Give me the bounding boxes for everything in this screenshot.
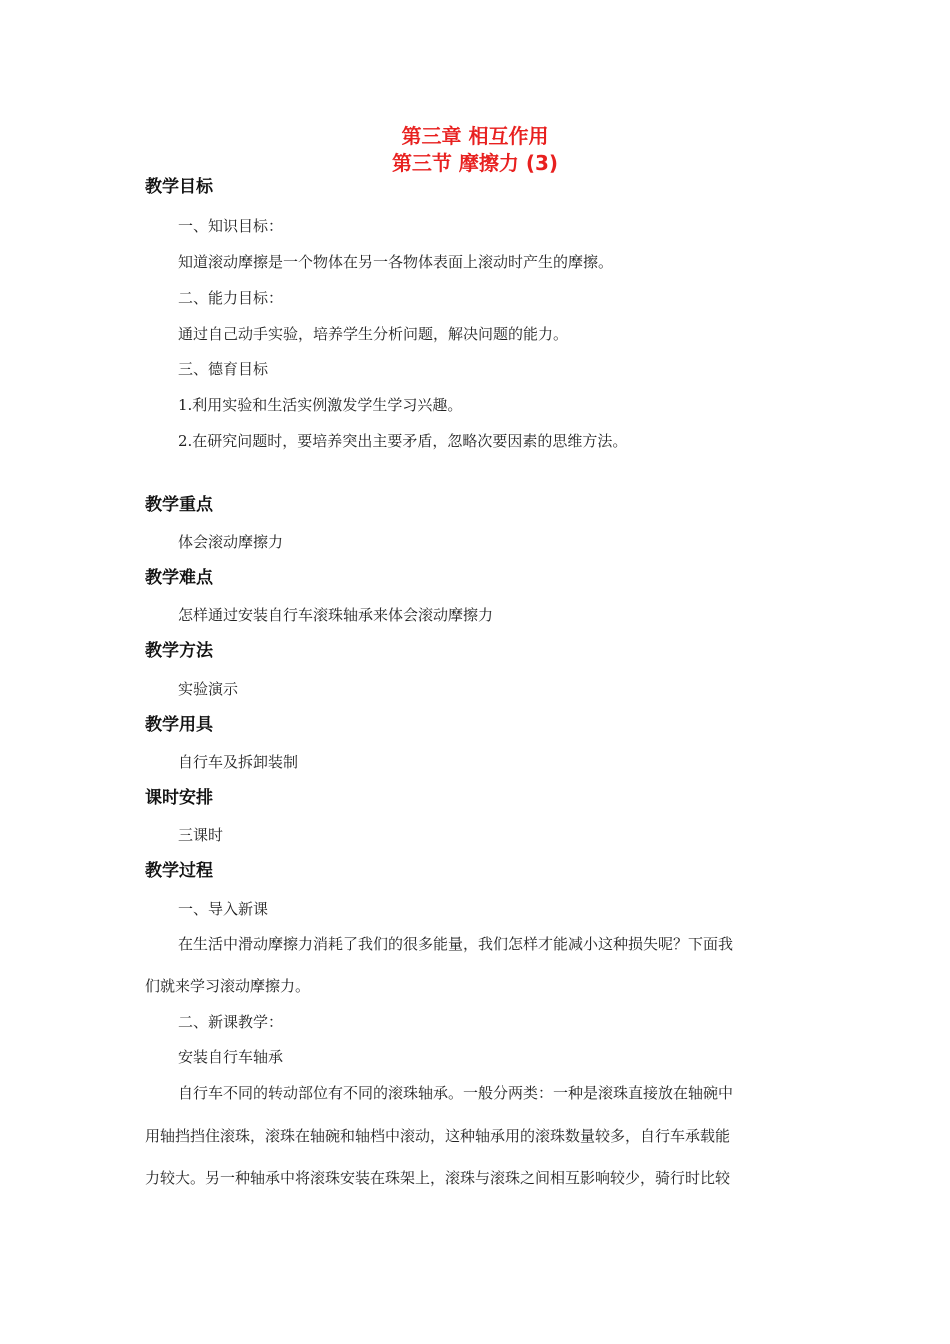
section-title: 第三节 摩擦力 (3)	[391, 151, 559, 175]
moral-item-2: 2.在研究问题时，要培养突出主要矛盾，忽略次要因素的思维方法。	[178, 432, 628, 450]
moral-item-1: 1.利用实验和生活实例激发学生学习兴趣。	[178, 396, 463, 414]
schedule-text: 三课时	[178, 826, 224, 844]
intro-line-1: 在生活中滑动摩擦力消耗了我们的很多能量，我们怎样才能减小这种损失呢？下面我	[178, 935, 734, 953]
knowledge-text: 知道滚动摩擦是一个物体在另一各物体表面上滚动时产生的摩擦。	[178, 253, 614, 271]
knowledge-label: 一、知识目标：	[178, 217, 284, 235]
ability-label: 二、能力目标：	[178, 289, 284, 307]
body-line-1: 自行车不同的转动部位有不同的滚珠轴承。一般分两类：一种是滚珠直接放在轴碗中	[178, 1084, 734, 1102]
difficulty-text: 怎样通过安装自行车滚珠轴承来体会滚动摩擦力	[178, 606, 494, 624]
chapter-title: 第三章 相互作用	[401, 124, 549, 148]
schedule-heading: 课时安排	[145, 788, 213, 808]
tools-text: 自行车及拆卸装制	[178, 753, 299, 771]
key-point-text: 体会滚动摩擦力	[178, 533, 284, 551]
tools-heading: 教学用具	[145, 715, 213, 735]
new-lesson-subtitle: 安装自行车轴承	[178, 1048, 284, 1066]
body-line-2: 用轴挡挡住滚珠，滚珠在轴碗和轴档中滚动，这种轴承用的滚珠数量较多，自行车承载能	[145, 1127, 731, 1145]
process-heading: 教学过程	[145, 861, 213, 881]
method-text: 实验演示	[178, 680, 239, 698]
difficulty-heading: 教学难点	[145, 568, 213, 588]
intro-label: 一、导入新课	[178, 900, 269, 918]
key-point-heading: 教学重点	[145, 495, 213, 515]
method-heading: 教学方法	[145, 641, 213, 661]
body-line-3: 力较大。另一种轴承中将滚珠安装在珠架上，滚珠与滚珠之间相互影响较少，骑行时比较	[145, 1169, 731, 1187]
new-lesson-label: 二、新课教学：	[178, 1013, 284, 1031]
moral-label: 三、德育目标	[178, 360, 269, 378]
objectives-heading: 教学目标	[145, 177, 213, 197]
intro-line-2: 们就来学习滚动摩擦力。	[145, 977, 311, 995]
ability-text: 通过自己动手实验，培养学生分析问题，解决问题的能力。	[178, 325, 569, 343]
